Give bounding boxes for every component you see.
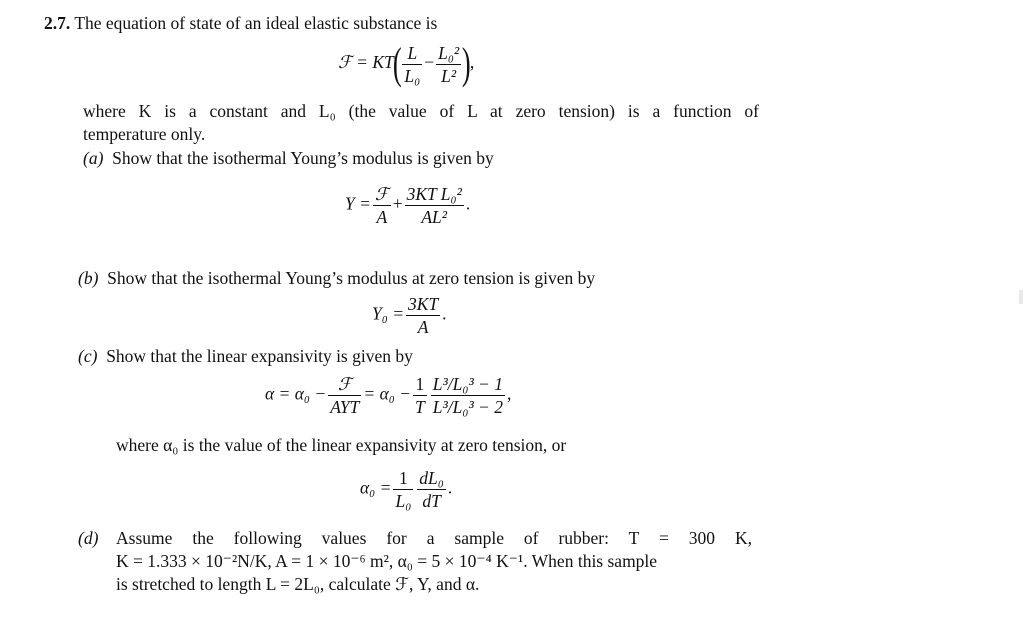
- part-d-label-text: (d): [78, 528, 99, 548]
- part-c-where: where α₀ is the value of the linear expansivity at zero tension, or: [116, 435, 567, 455]
- eq1-minus: −: [424, 52, 435, 73]
- equation-youngs-modulus: [345, 184, 470, 227]
- part-a-statement: Show that the isothermal Young’s modulus is given by: [112, 148, 494, 168]
- eqc2-lhs: α₀ =: [360, 477, 392, 498]
- eqa-frac1: [373, 184, 391, 227]
- eqb-lhs: Y₀ =: [372, 303, 405, 324]
- page-edge-mark: [1019, 290, 1023, 304]
- eq1-trail: ,: [469, 52, 475, 73]
- eqb-frac-den: A: [417, 317, 429, 337]
- eq1-open-paren: (: [392, 39, 402, 88]
- eqc-frac2-den: T: [415, 397, 425, 417]
- eq1-lhs: ℱ = KT: [338, 52, 394, 73]
- eqc-frac3-den: L³/L₀³ − 2: [432, 397, 503, 417]
- eqc2-trail: .: [447, 477, 453, 498]
- problem-header: [44, 12, 437, 34]
- eqa-frac2-den: AL²: [421, 207, 448, 227]
- eqc-frac1: [328, 374, 361, 417]
- eqc-frac3-num: L³/L₀³ − 1: [432, 374, 503, 394]
- eqa-frac1-den: A: [376, 207, 388, 227]
- eqa-plus: +: [392, 193, 403, 214]
- eqa-lhs: Y =: [345, 193, 371, 214]
- eqc2-frac2: [417, 468, 446, 511]
- problem-number: 2.7.: [44, 13, 71, 33]
- eq1-close-paren: ): [462, 39, 471, 88]
- eqc-frac2: [413, 374, 427, 417]
- eq1-frac2-den: L²: [441, 65, 457, 86]
- eqc-lhs: α = α₀ −: [265, 383, 327, 404]
- eqa-trail: .: [465, 193, 471, 214]
- part-d-line-2: K = 1.333 × 10⁻²N/K, A = 1 × 10⁻⁶ m², α₀ = 5 × 10⁻⁴ K⁻¹. When this sample: [116, 551, 658, 571]
- equation-of-state: [338, 39, 475, 88]
- where-line-1: where K is a constant and L₀ (the value of L at zero tension) is a function of: [83, 101, 759, 121]
- eq1-frac1-num: L: [402, 43, 422, 65]
- part-a-label: (a): [83, 148, 104, 168]
- part-a-text: [83, 147, 494, 169]
- part-c-statement: Show that the linear expansivity is given by: [106, 346, 413, 366]
- eqa-frac2-num: 3KT L₀²: [406, 184, 462, 204]
- eq1-frac2-num: L₀²: [438, 42, 460, 63]
- eqc-frac3: [431, 374, 505, 417]
- part-c-text: [78, 345, 413, 367]
- part-d-line-1: Assume the following values for a sample of rubber: T = 300 K,: [116, 528, 752, 548]
- eqc2-frac1-den: L₀: [395, 491, 412, 511]
- equation-alpha-zero: [360, 468, 452, 511]
- eqc-trail: ,: [507, 383, 512, 404]
- eq1-frac2: [436, 43, 461, 86]
- eqa-frac2: [405, 184, 464, 227]
- eqb-trail: .: [442, 303, 447, 324]
- problem-intro: The equation of state of an ideal elastic substance is: [74, 13, 438, 33]
- equation-linear-expansivity: [265, 374, 511, 417]
- part-b-text: [78, 267, 595, 289]
- part-b-label: (b): [78, 268, 99, 288]
- eqc-frac2-num: 1: [413, 374, 427, 396]
- eqc2-frac1: [393, 468, 413, 511]
- eqc2-frac2-num: dL₀: [419, 468, 444, 488]
- eqc-mid: = α₀ −: [363, 383, 412, 404]
- part-d-label: [78, 527, 98, 549]
- eqc-frac1-den: AYT: [330, 397, 360, 417]
- eqa-frac1-num: ℱ: [374, 184, 389, 204]
- eq1-frac1-den: L₀: [404, 65, 421, 86]
- part-d-line-3: is stretched to length L = 2L₀, calculate ℱ, Y, and α.: [116, 574, 480, 594]
- eqb-frac-num: 3KT: [408, 294, 439, 314]
- where-line-2: temperature only.: [83, 124, 206, 144]
- eq1-frac1: [402, 43, 422, 86]
- part-c-label: (c): [78, 346, 98, 366]
- eqc2-frac2-den: dT: [422, 491, 441, 511]
- eqc2-frac1-num: 1: [393, 468, 413, 490]
- part-b-statement: Show that the isothermal Young’s modulus at zero tension is given by: [107, 268, 596, 288]
- eqb-frac: [406, 294, 440, 337]
- equation-youngs-zero-tension: [372, 294, 447, 337]
- eqc-frac1-num: ℱ: [328, 374, 361, 396]
